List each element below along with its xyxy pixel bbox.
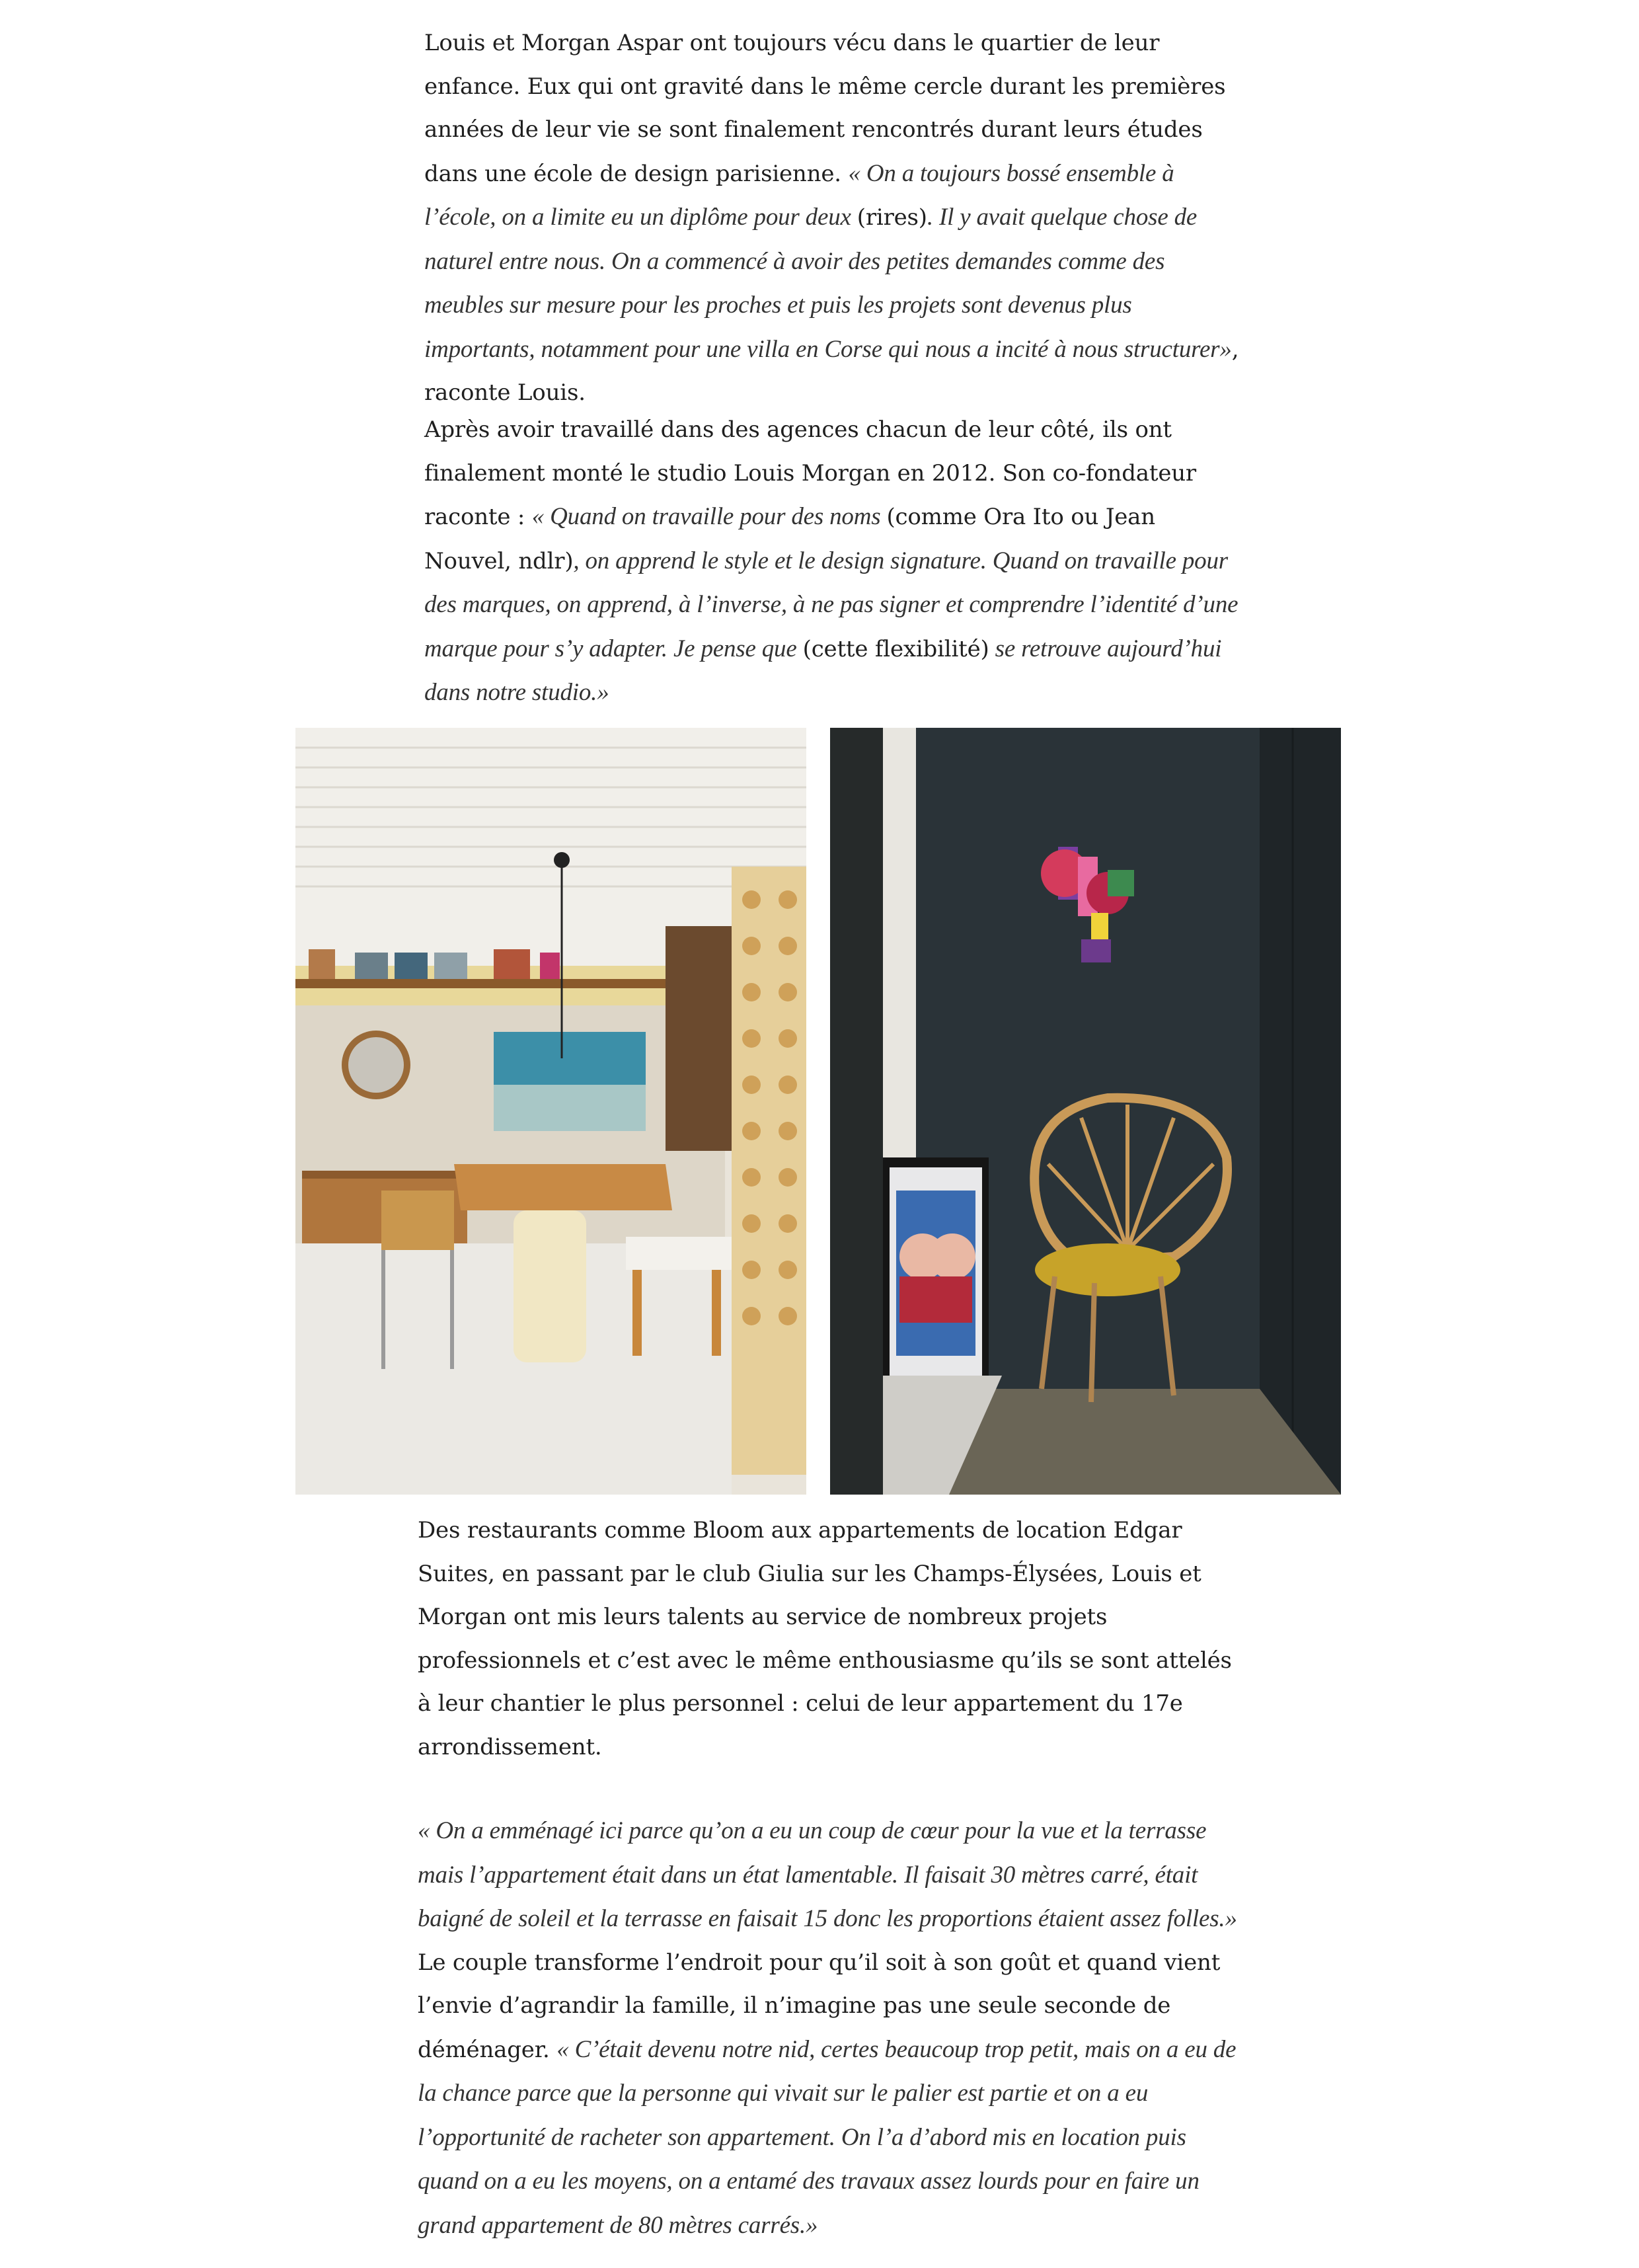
paragraph-text: Louis et Morgan Aspar ont toujours vécu dans le quartier de leur enfance. Eux qui ont gravité dans le même cercle durant les premières années de leur vie se sont finalement rencontrés durant leurs études dans une école de design parisienne. [424, 30, 1226, 187]
article-paragraph-1 [424, 22, 1244, 415]
paragraph-text: , raconte Louis. [424, 336, 1239, 406]
quote-text: « Quand on travaille pour des noms [531, 503, 887, 530]
paragraph-text: Des restaurants comme Bloom aux appartements de location Edgar Suites, en passant par le club Giulia sur les Champs-Élysées, Louis et Morgan ont mis leurs talents au service de nombreux projets professionnels et c’est avec le même enthousiasme qu’ils se sont attelés à leur chantier le plus personnel : celui de leur appartement du 17e arrondissement. [418, 1517, 1232, 1760]
quote-text: « On a emménagé ici parce qu’on a eu un coup de cœur pour la vue et la terrasse mais l’appartement était dans un état lamentable. Il faisait 30 mètres carré, était baigné de soleil et la terrasse en faisait 15 donc les proportions étaient assez folles.» [418, 1817, 1237, 1932]
paragraph-text: (cette flexibilité) [802, 635, 989, 662]
quote-text: , on apprend le style et le design signature. Quand on travaille pour des marques, on apprend, à l’inverse, à ne pas signer et comprendre l’identité d’une marque pour s’y adapter. Je pense que [424, 547, 1239, 662]
quote-text: se retrouve aujourd’hui dans notre studio.» [424, 635, 1222, 706]
paragraph-text: (rires) [857, 204, 927, 231]
quote-text: . Il y avait quelque chose de naturel entre nous. On a commencé à avoir des petites demandes comme des meubles sur mesure pour les proches et puis les projets sont devenus plus importants, notamment pour une villa en Corse qui nous a incité à nous structurer» [424, 204, 1232, 363]
quote-text: « On a toujours bossé ensemble à l’école, on a limite eu un diplôme pour deux [424, 159, 1174, 231]
paragraph-text: (comme Ora Ito ou Jean Nouvel, ndlr) [424, 504, 1155, 574]
article-paragraph-2 [424, 409, 1244, 715]
paragraph-text: Après avoir travaillé dans des agences chacun de leur côté, ils ont finalement monté le studio Louis Morgan en 2012. Son co-fondateur raconte : [424, 416, 1196, 530]
article-paragraph-4 [418, 1809, 1237, 2248]
rattan-chair-photo [830, 728, 1341, 1495]
paragraph-text: Le couple transforme l’endroit pour qu’il soit à son goût et quand vient l’envie d’agrandir la famille, il n’imagine pas une seule seconde de déménager. [418, 1949, 1221, 2063]
article-paragraph-3 [418, 1509, 1237, 1769]
quote-text: « C’était devenu notre nid, certes beaucoup trop petit, mais on a eu de la chance parce que la personne qui vivait sur le palier est partie et on a eu l’opportunité de racheter son appartement. On l’a d’abord mis en location puis quand on a eu les moyens, on a entamé des travaux assez lourds pour en faire un grand appartement de 80 mètres carrés.» [418, 2035, 1237, 2239]
dining-room-photo [295, 728, 806, 1495]
